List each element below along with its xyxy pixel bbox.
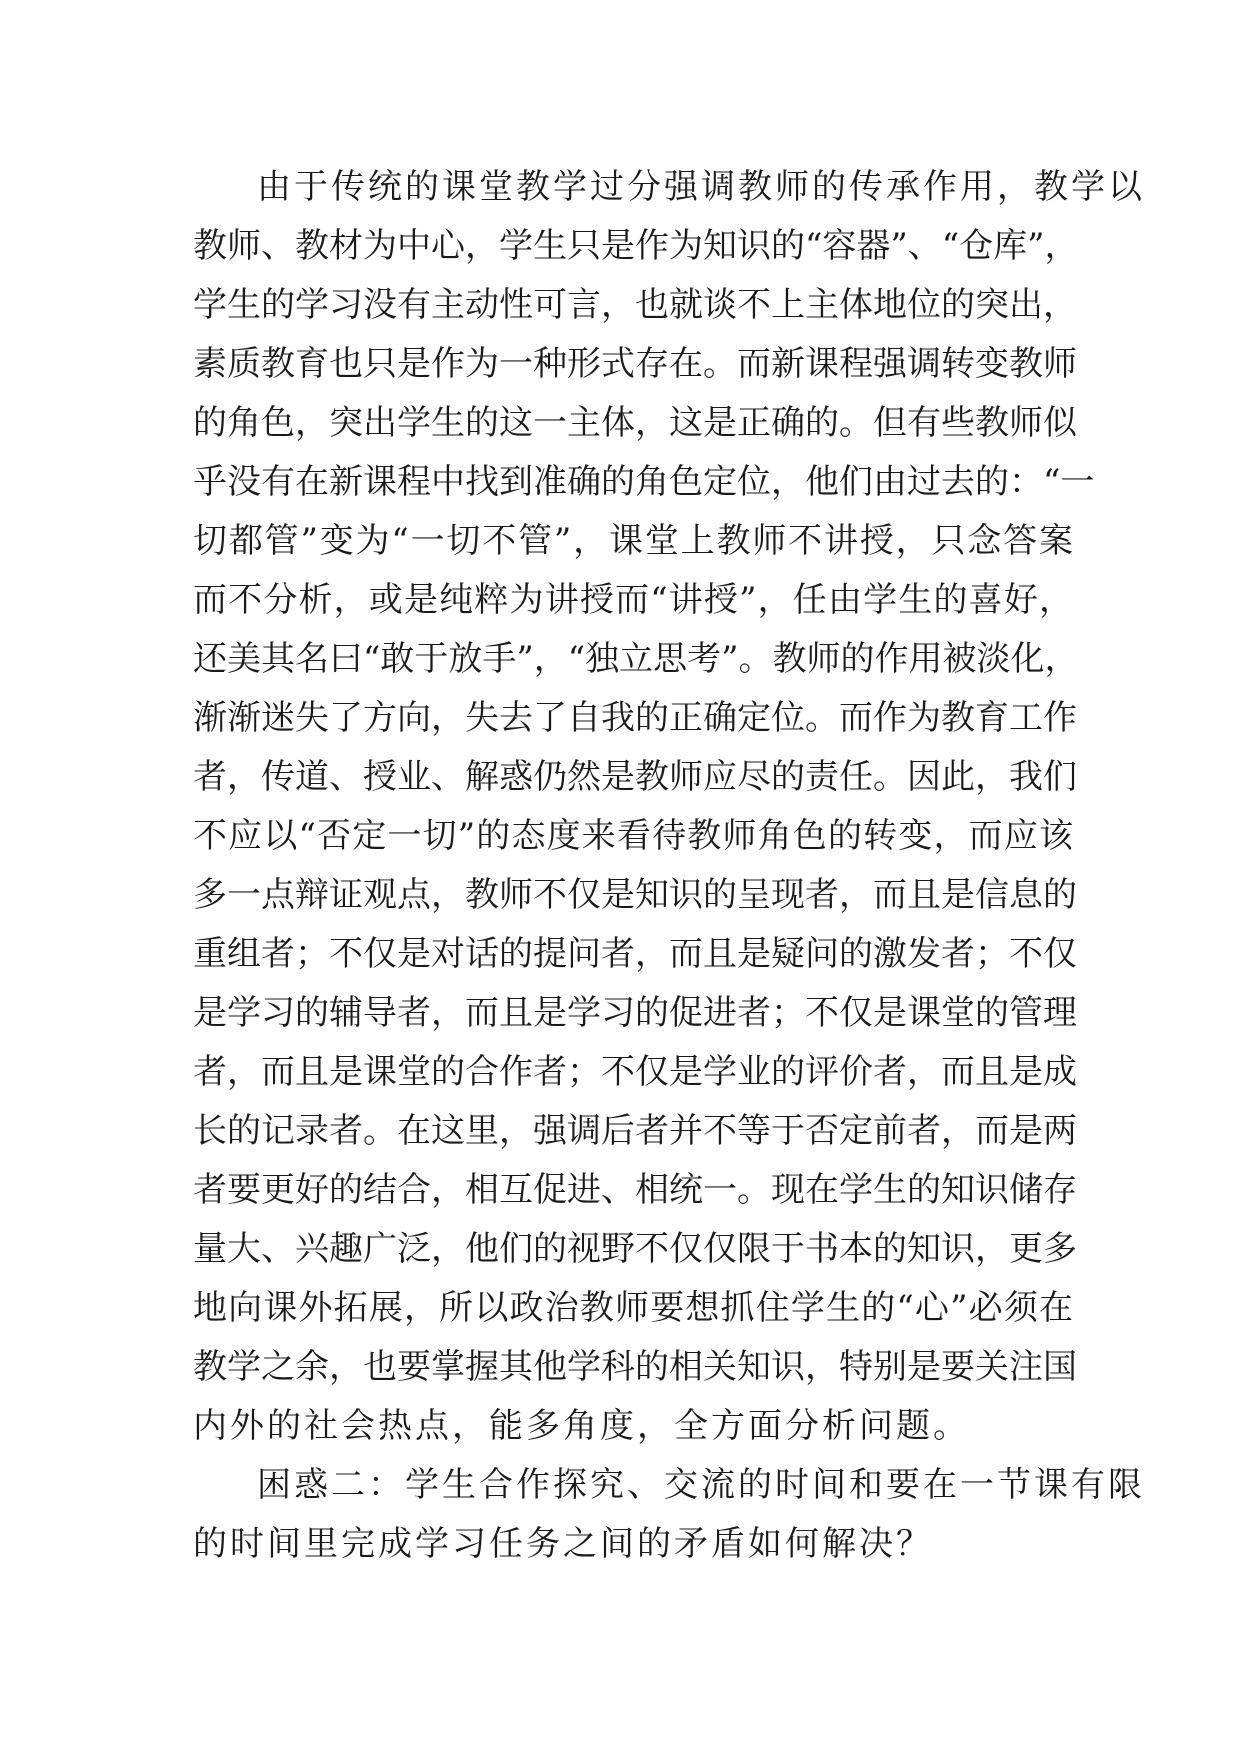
paragraph-line: 还美其名曰“敢于放手”，“独立思考”。教师的作用被淡化， [193, 639, 1079, 679]
document-body [193, 158, 1145, 1574]
paragraph-line: 长的记录者。在这里，强调后者并不等于否定前者，而是两 [193, 1111, 1077, 1151]
paragraph-line: 内外的社会热点，能多角度，全方面分析问题。 [193, 1406, 970, 1446]
paragraph-line: 者，传道、授业、解惑仍然是教师应尽的责任。因此，我们 [193, 757, 1077, 797]
paragraph-line: 地向课外拓展，所以政治教师要想抓住学生的“心”必须在 [193, 1288, 1073, 1328]
paragraph-line: 不应以“否定一切”的态度来看待教师角色的转变，而应该 [193, 816, 1073, 856]
paragraph-line: 渐渐迷失了方向，失去了自我的正确定位。而作为教育工作 [193, 698, 1077, 738]
paragraph-line: 切都管”变为“一切不管”，课堂上教师不讲授，只念答案 [193, 521, 1073, 561]
paragraph-1 [193, 158, 1145, 1456]
paragraph-line: 教师、教材为中心，学生只是作为知识的“容器”、“仓库”， [193, 226, 1079, 266]
paragraph-line: 者，而且是课堂的合作者；不仅是学业的评价者，而且是成 [193, 1052, 1077, 1092]
paragraph-line: 者要更好的结合，相互促进、相统一。现在学生的知识储存 [193, 1170, 1077, 1210]
paragraph-line: 教学之余，也要掌握其他学科的相关知识，特别是要关注国 [193, 1347, 1077, 1387]
paragraph-line: 困惑二：学生合作探究、交流的时间和要在一节课有限 [257, 1465, 1145, 1505]
paragraph-line: 是学习的辅导者，而且是学习的促进者；不仅是课堂的管理 [193, 993, 1077, 1033]
paragraph-2 [193, 1456, 1145, 1574]
paragraph-line: 量大、兴趣广泛，他们的视野不仅仅限于书本的知识，更多 [193, 1229, 1077, 1269]
paragraph-line: 而不分析，或是纯粹为讲授而“讲授”，任由学生的喜好， [193, 580, 1073, 620]
paragraph-line: 由于传统的课堂教学过分强调教师的传承作用，教学以 [257, 167, 1145, 207]
paragraph-line: 乎没有在新课程中找到准确的角色定位，他们由过去的：“一 [193, 462, 1095, 502]
paragraph-line: 多一点辩证观点，教师不仅是知识的呈现者，而且是信息的 [193, 875, 1077, 915]
paragraph-line: 的角色，突出学生的这一主体，这是正确的。但有些教师似 [193, 403, 1077, 443]
paragraph-line: 重组者；不仅是对话的提问者，而且是疑问的激发者；不仅 [193, 934, 1077, 974]
paragraph-line: 的时间里完成学习任务之间的矛盾如何解决？ [193, 1524, 933, 1564]
paragraph-line: 学生的学习没有主动性可言，也就谈不上主体地位的突出， [193, 285, 1077, 325]
paragraph-line: 素质教育也只是作为一种形式存在。而新课程强调转变教师 [193, 344, 1077, 384]
